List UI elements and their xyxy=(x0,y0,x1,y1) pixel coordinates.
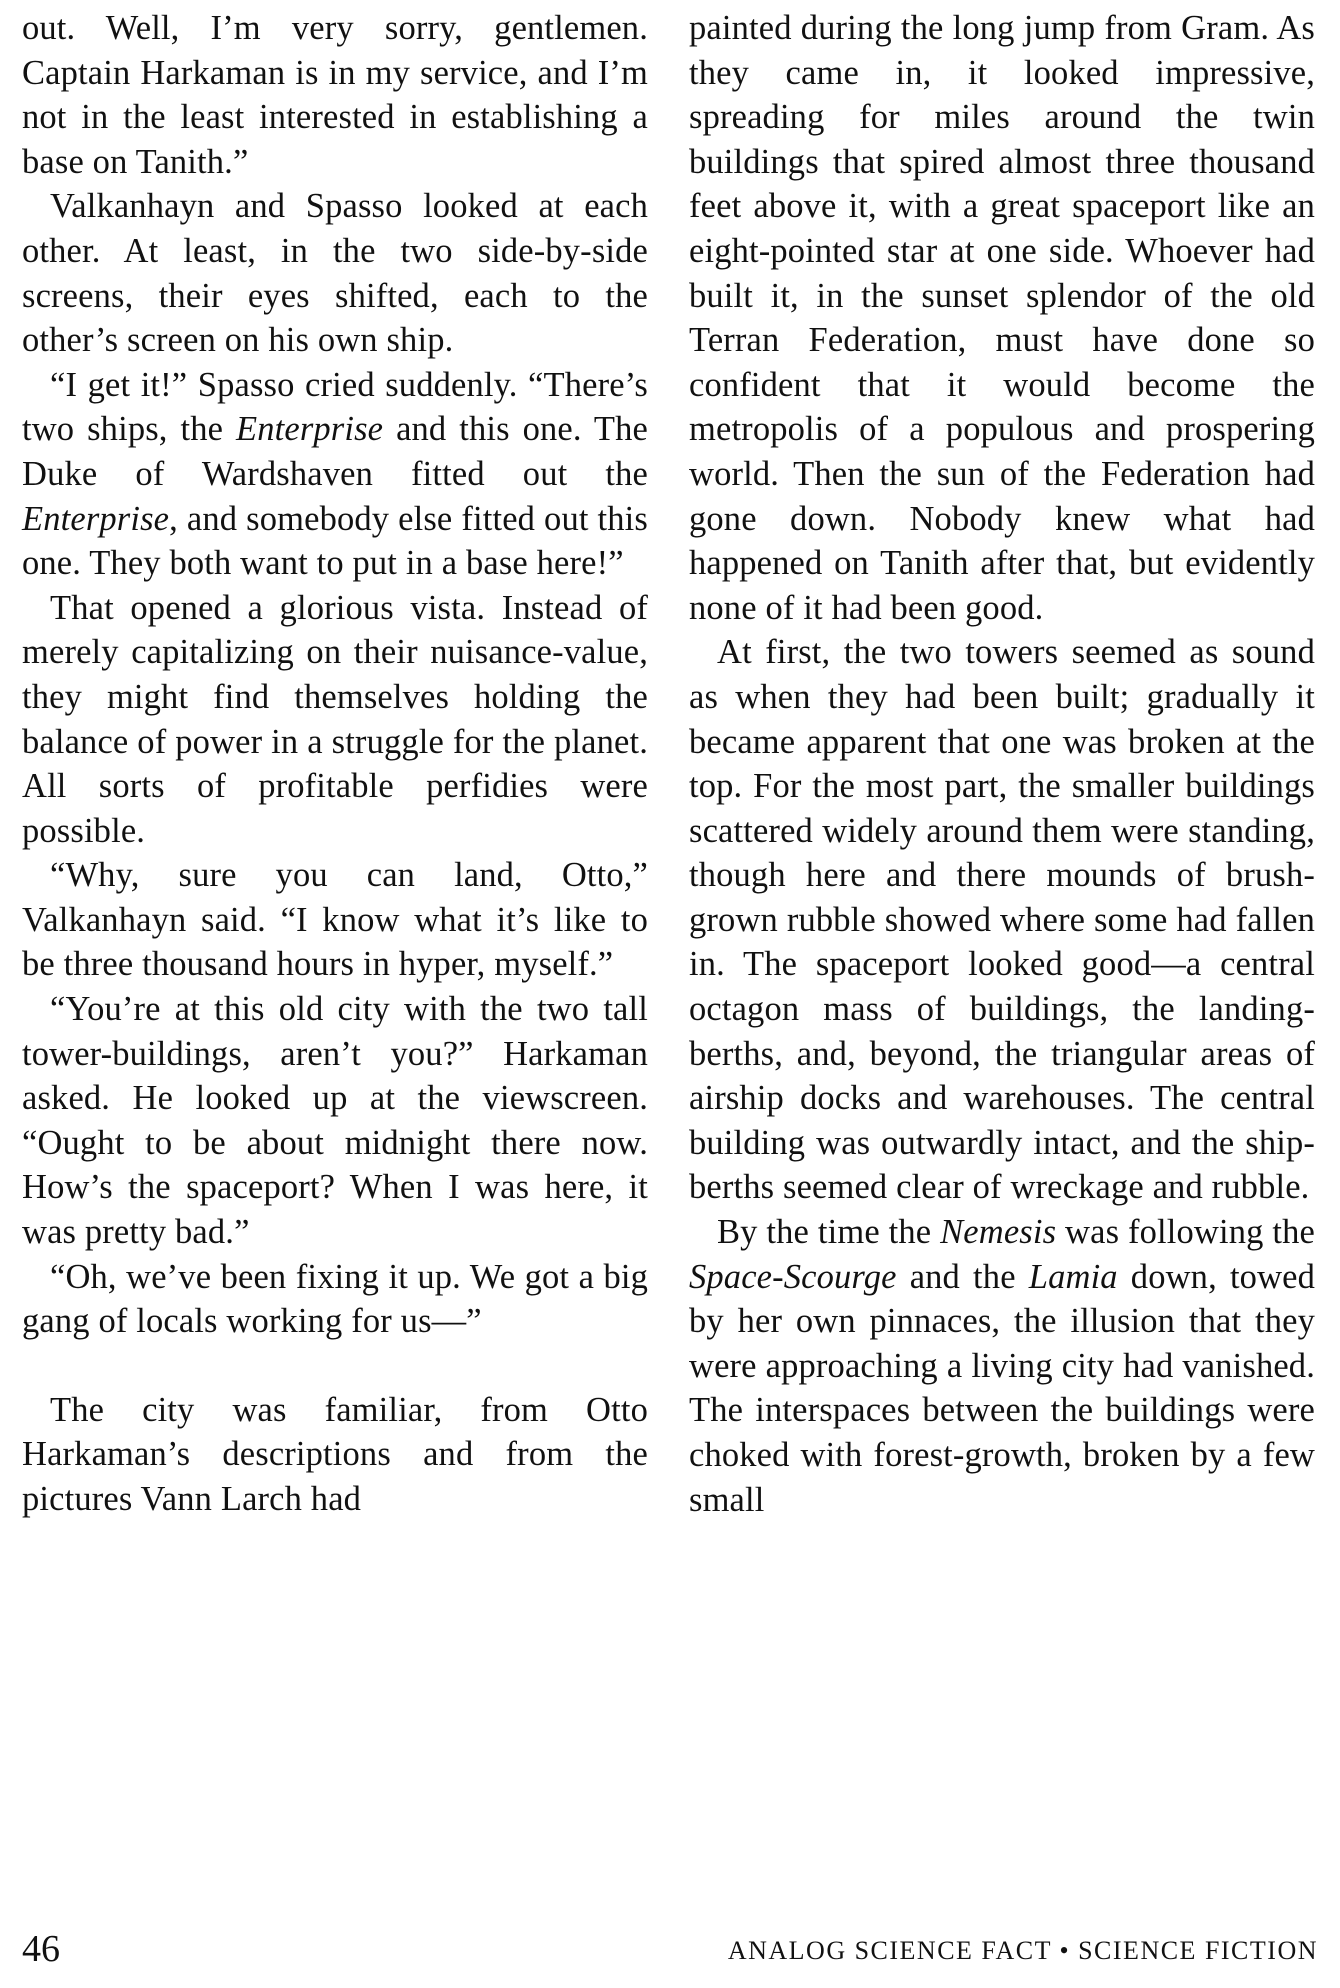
paragraph: “Why, sure you can land, Otto,” Valkanhayn said. “I know what it’s like to be three thousand hours in hyper, myself.” xyxy=(22,856,648,984)
paragraph: out. Well, I’m very sorry, gentlemen. Captain Harkaman is in my service, and I’m not in the least interested in establishing a base on Tanith.” xyxy=(22,9,648,181)
ship-name: Enterprise xyxy=(22,499,170,538)
text-run: , and somebody else fitted out this one. They both want to put in a base here!” xyxy=(22,499,648,583)
ship-name: Nemesis xyxy=(940,1213,1057,1252)
magazine-page xyxy=(22,6,1318,1982)
left-text-column xyxy=(22,6,648,1522)
paragraph xyxy=(689,1210,1315,1522)
paragraph: At first, the two towers seemed as sound as when they had been built; gradually it became apparent that one was broken at the top. For the most part, the smaller buildings scattered widely around them were standing, though here and there mounds of brush-grown rubble showed where some had fallen in. The spaceport looked good—a central octagon mass of buildings, the landing-berths, and, beyond, the triangular areas of airship docks and warehouses. The central building was outwardly intact, and the ship-berths seemed clear of wreckage and rubble. xyxy=(689,633,1315,1207)
right-text-column xyxy=(689,6,1315,1522)
text-run: “I get it!” Spasso cried suddenly. “There’s two ships, the xyxy=(22,365,648,449)
page-footer xyxy=(22,1925,1318,1975)
text-run: and the xyxy=(896,1257,1029,1296)
ship-name: Lamia xyxy=(1028,1257,1118,1296)
running-head: ANALOG SCIENCE FACT • SCIENCE FICTION xyxy=(727,1936,1318,1965)
paragraph: The city was familiar, from Otto Harkaman’s descriptions and from the pictures Vann Larch had xyxy=(22,1390,648,1518)
paragraph: “You’re at this old city with the two tall tower-buildings, aren’t you?” Harkaman asked. He looked up at the viewscreen. “Ought to be about midnight there now. How’s the spaceport? When I was here, it was pretty bad.” xyxy=(22,990,648,1252)
text-run: was following the xyxy=(1056,1213,1315,1252)
paragraph: “Oh, we’ve been fixing it up. We got a big gang of locals working for us—” xyxy=(22,1257,648,1341)
paragraph: That opened a glorious vista. Instead of merely capitalizing on their nuisance-value, they might find themselves holding the balance of power in a struggle for the planet. All sorts of profitable perfidies were possible. xyxy=(22,588,648,850)
text-run: down, towed by her own pinnaces, the illusion that they were approaching a living city had vanished. The interspaces between the buildings were choked with forest-growth, broken by a few small xyxy=(689,1257,1316,1519)
paragraph xyxy=(22,363,648,586)
paragraph: painted during the long jump from Gram. As they came in, it looked impressive, spreading for miles around the twin buildings that spired almost three thousand feet above it, with a great spaceport like an eight-pointed star at one side. Whoever had built it, in the sunset splendor of the old Terran Federation, must have done so confident that it would become the metropolis of a populous and prospering world. Then the sun of the Federation had gone down. Nobody knew what had happened on Tanith after that, but evidently none of it had been good. xyxy=(689,9,1315,627)
ship-name: Enterprise xyxy=(236,410,384,449)
page-number: 46 xyxy=(22,1928,60,1970)
text-run: By the time the xyxy=(717,1213,941,1252)
text-run: and this one. The Duke of Wardshaven fitted out the xyxy=(22,410,649,493)
ship-name: Space-Scourge xyxy=(689,1257,897,1296)
paragraph: Valkanhayn and Spasso looked at each other. At least, in the two side-by-side screens, their eyes shifted, each to the other’s screen on his own ship. xyxy=(22,187,648,360)
